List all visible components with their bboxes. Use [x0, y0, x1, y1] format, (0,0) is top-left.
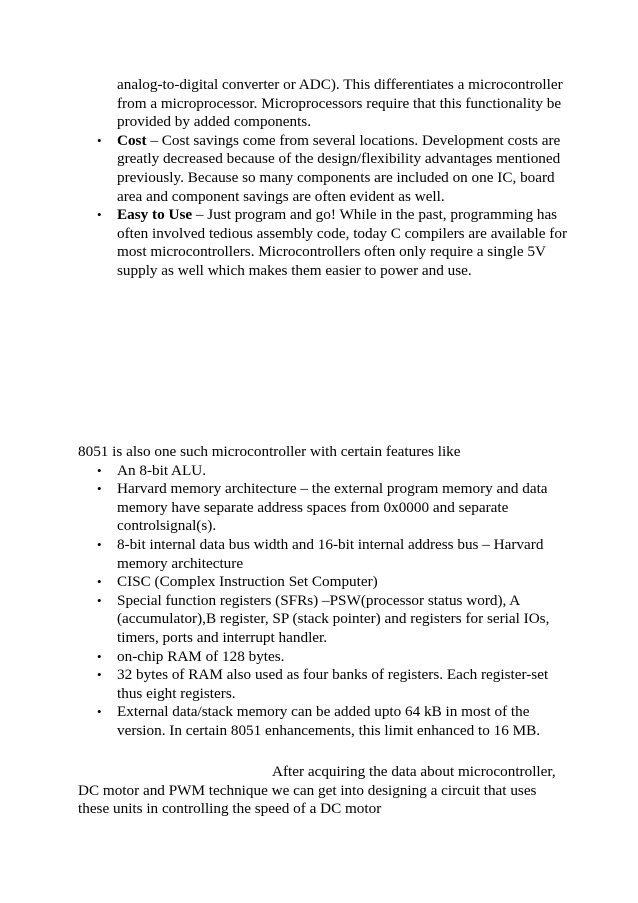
list-item-line: thus eight registers. — [117, 684, 236, 702]
closing-line: After acquiring the data about microcontroller, — [272, 763, 556, 780]
bullet-icon: • — [97, 592, 102, 608]
list-item-line: memory architecture — [117, 554, 244, 572]
item-text-line: greatly decreased because of the design/flexibility advantages mentioned — [117, 150, 561, 168]
closing-line: DC motor and PWM technique we can get into designing a circuit that uses — [78, 781, 537, 799]
item-text-line: area and component savings are often evident as well. — [117, 187, 445, 205]
list-item-line: memory have separate address spaces from 0x0000 and separate — [117, 498, 509, 516]
intro-paragraph: 8051 is also one such microcontroller with certain features like — [78, 443, 461, 460]
bullet-icon: • — [97, 704, 102, 720]
continuation-line: from a microprocessor. Microprocessors require that this functionality be — [117, 94, 562, 112]
bullet-icon: • — [97, 207, 102, 223]
bullet-icon: • — [97, 462, 102, 478]
continuation-line: analog-to-digital converter or ADC). This differentiates a microcontroller — [117, 76, 563, 93]
item-term: Easy to Use — [117, 206, 193, 224]
bullet-icon: • — [97, 667, 102, 683]
bullet-icon: • — [97, 132, 102, 148]
closing-line: these units in controlling the speed of a DC motor — [78, 800, 382, 818]
item-text-line: supply as well which makes them easier to power and use. — [117, 262, 472, 279]
list-item: An 8-bit ALU. — [117, 461, 207, 479]
list-item: 8-bit internal data bus width and 16-bit internal address bus – Harvard — [117, 536, 544, 553]
item-text-line: most microcontrollers. Microcontrollers often only require a single 5V — [117, 243, 546, 261]
list-item-line: (accumulator),B register, SP (stack pointer) and registers for serial IOs, — [117, 610, 550, 628]
item-term: Cost — [117, 131, 147, 149]
bullet-icon: • — [97, 481, 102, 497]
list-item: Special function registers (SFRs) –PSW(processor status word), A — [117, 591, 521, 609]
item-text: – Cost savings come from several locations. Development costs are — [146, 131, 561, 149]
list-item: External data/stack memory can be added upto 64 kB in most of the — [117, 703, 530, 721]
item-text-line: often involved tedious assembly code, today C compilers are available for — [117, 224, 568, 242]
list-item-line: controlsignal(s). — [117, 517, 217, 535]
list-item-line: version. In certain 8051 enhancements, this limit enhanced to 16 MB. — [117, 722, 541, 739]
list-item: Harvard memory architecture – the external program memory and data — [117, 480, 548, 498]
item-text-line: previously. Because so many components are included on one IC, board — [117, 169, 555, 186]
list-item: on-chip RAM of 128 bytes. — [117, 647, 285, 665]
bullet-icon: • — [97, 537, 102, 552]
continuation-line: provided by added components. — [117, 113, 312, 131]
bullet-icon: • — [97, 574, 102, 590]
list-item-cost — [117, 132, 560, 151]
list-item: 32 bytes of RAM also used as four banks of registers. Each register-set — [117, 666, 549, 684]
list-item-line: timers, ports and interrupt handler. — [117, 629, 328, 646]
item-text: – Just program and go! While in the past, programming has — [192, 206, 558, 224]
list-item: CISC (Complex Instruction Set Computer) — [117, 573, 378, 591]
list-item-easy-to-use — [117, 206, 557, 225]
bullet-icon: • — [97, 648, 102, 664]
